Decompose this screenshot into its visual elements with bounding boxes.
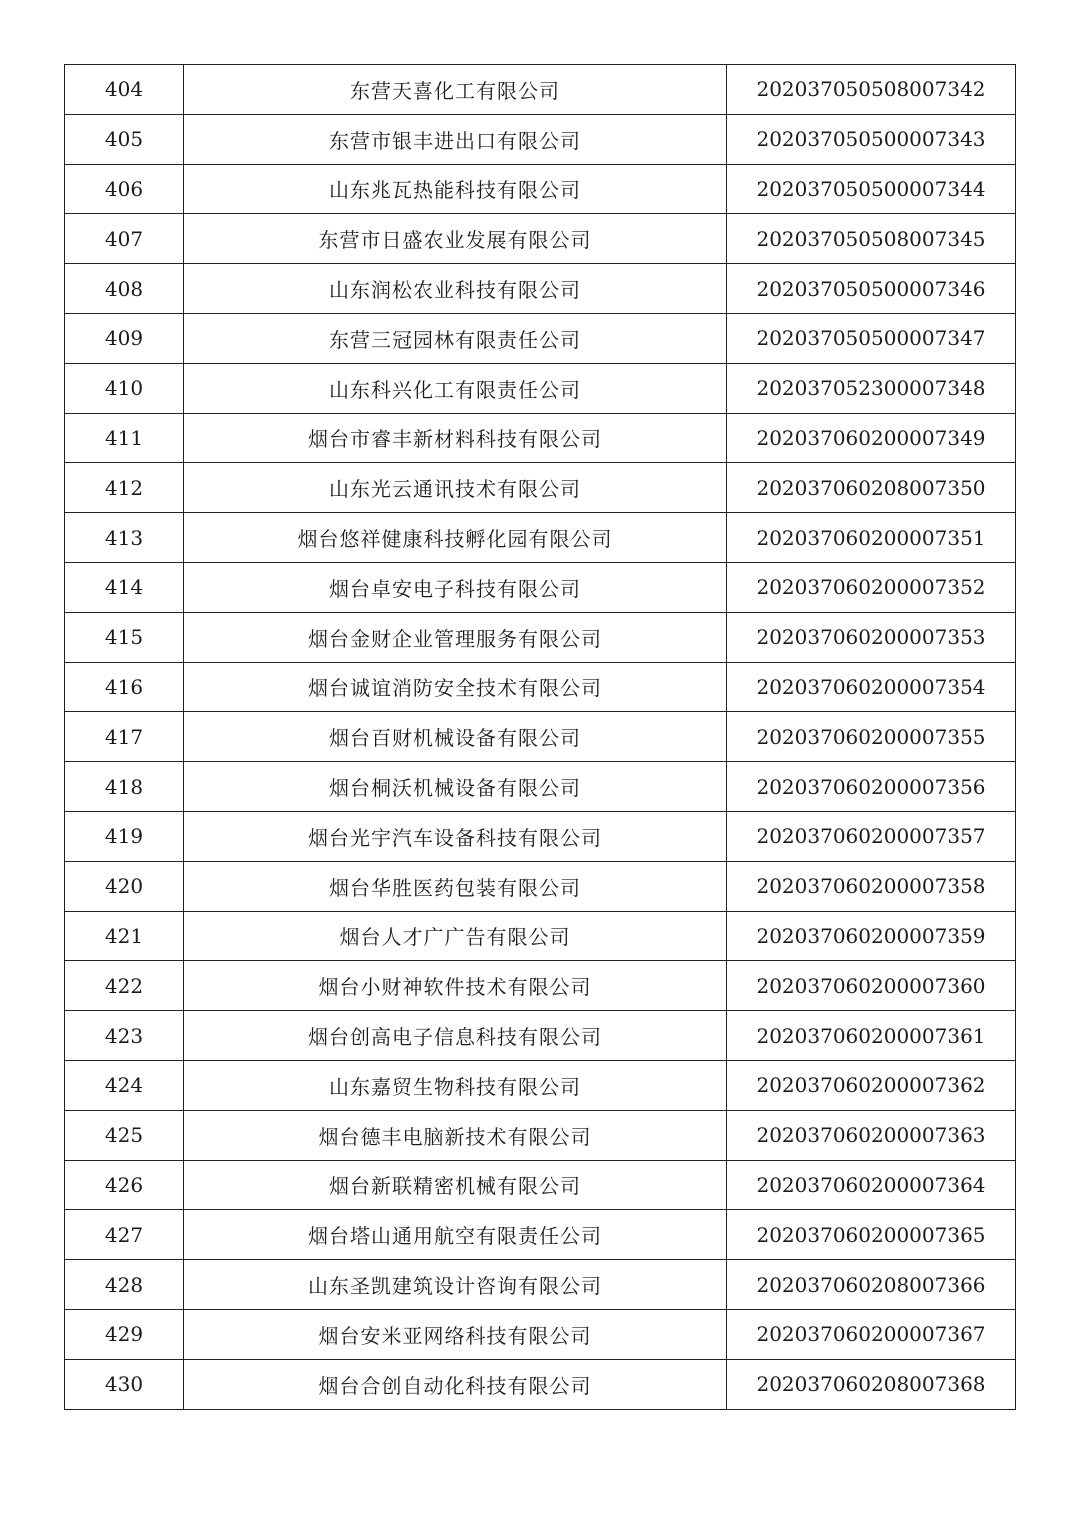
row-number-cell: 404 (65, 65, 184, 115)
table-body (65, 65, 1016, 1410)
row-number-cell: 423 (65, 1011, 184, 1061)
row-number-cell: 427 (65, 1210, 184, 1260)
company-name-cell: 烟台创高电子信息科技有限公司 (184, 1011, 727, 1061)
registration-code-cell: 202037060200007352 (727, 562, 1016, 612)
row-number-cell: 424 (65, 1060, 184, 1110)
registration-code-cell: 202037060200007356 (727, 762, 1016, 812)
registration-code-cell: 202037060200007357 (727, 811, 1016, 861)
table-row (65, 1359, 1016, 1409)
table-row (65, 214, 1016, 264)
company-name-cell: 山东兆瓦热能科技有限公司 (184, 164, 727, 214)
table-row (65, 413, 1016, 463)
company-name-cell: 烟台塔山通用航空有限责任公司 (184, 1210, 727, 1260)
company-name-cell: 烟台卓安电子科技有限公司 (184, 562, 727, 612)
company-list-table (64, 64, 1016, 1410)
registration-code-cell: 202037060200007365 (727, 1210, 1016, 1260)
row-number-cell: 430 (65, 1359, 184, 1409)
row-number-cell: 417 (65, 712, 184, 762)
registration-code-cell: 202037060200007364 (727, 1160, 1016, 1210)
registration-code-cell: 202037050500007346 (727, 264, 1016, 314)
table-row (65, 762, 1016, 812)
company-name-cell: 山东润松农业科技有限公司 (184, 264, 727, 314)
company-name-cell: 烟台金财企业管理服务有限公司 (184, 612, 727, 662)
row-number-cell: 425 (65, 1110, 184, 1160)
registration-code-cell: 202037060200007353 (727, 612, 1016, 662)
table-row (65, 114, 1016, 164)
row-number-cell: 415 (65, 612, 184, 662)
company-name-cell: 烟台德丰电脑新技术有限公司 (184, 1110, 727, 1160)
company-name-cell: 山东光云通讯技术有限公司 (184, 463, 727, 513)
registration-code-cell: 202037060200007351 (727, 513, 1016, 563)
registration-code-cell: 202037060200007367 (727, 1309, 1016, 1359)
row-number-cell: 421 (65, 911, 184, 961)
table-row (65, 313, 1016, 363)
row-number-cell: 422 (65, 961, 184, 1011)
table-row (65, 513, 1016, 563)
row-number-cell: 418 (65, 762, 184, 812)
registration-code-cell: 202037060200007362 (727, 1060, 1016, 1110)
table-row (65, 811, 1016, 861)
registration-code-cell: 202037060200007355 (727, 712, 1016, 762)
registration-code-cell: 202037050508007345 (727, 214, 1016, 264)
registration-code-cell: 202037060200007361 (727, 1011, 1016, 1061)
row-number-cell: 428 (65, 1260, 184, 1310)
row-number-cell: 413 (65, 513, 184, 563)
company-name-cell: 烟台光宇汽车设备科技有限公司 (184, 811, 727, 861)
registration-code-cell: 202037050508007342 (727, 65, 1016, 115)
company-name-cell: 烟台桐沃机械设备有限公司 (184, 762, 727, 812)
company-name-cell: 烟台人才广广告有限公司 (184, 911, 727, 961)
registration-code-cell: 202037060200007349 (727, 413, 1016, 463)
registration-code-cell: 202037052300007348 (727, 363, 1016, 413)
company-name-cell: 山东科兴化工有限责任公司 (184, 363, 727, 413)
row-number-cell: 409 (65, 313, 184, 363)
company-name-cell: 东营三冠园林有限责任公司 (184, 313, 727, 363)
table-row (65, 1309, 1016, 1359)
row-number-cell: 406 (65, 164, 184, 214)
company-name-cell: 烟台悠祥健康科技孵化园有限公司 (184, 513, 727, 563)
company-name-cell: 烟台市睿丰新材料科技有限公司 (184, 413, 727, 463)
row-number-cell: 420 (65, 861, 184, 911)
table-row (65, 1060, 1016, 1110)
row-number-cell: 429 (65, 1309, 184, 1359)
table-row (65, 1260, 1016, 1310)
company-name-cell: 烟台安米亚网络科技有限公司 (184, 1309, 727, 1359)
table-row (65, 164, 1016, 214)
row-number-cell: 414 (65, 562, 184, 612)
row-number-cell: 405 (65, 114, 184, 164)
registration-code-cell: 202037060200007354 (727, 662, 1016, 712)
registration-code-cell: 202037060200007359 (727, 911, 1016, 961)
company-name-cell: 烟台百财机械设备有限公司 (184, 712, 727, 762)
company-name-cell: 东营市日盛农业发展有限公司 (184, 214, 727, 264)
company-name-cell: 烟台合创自动化科技有限公司 (184, 1359, 727, 1409)
row-number-cell: 416 (65, 662, 184, 712)
registration-code-cell: 202037050500007344 (727, 164, 1016, 214)
company-name-cell: 烟台诚谊消防安全技术有限公司 (184, 662, 727, 712)
table-row (65, 1011, 1016, 1061)
table-row (65, 712, 1016, 762)
registration-code-cell: 202037060208007366 (727, 1260, 1016, 1310)
company-name-cell: 烟台小财神软件技术有限公司 (184, 961, 727, 1011)
table-row (65, 861, 1016, 911)
company-name-cell: 山东嘉贸生物科技有限公司 (184, 1060, 727, 1110)
row-number-cell: 411 (65, 413, 184, 463)
registration-code-cell: 202037060208007368 (727, 1359, 1016, 1409)
table-row (65, 612, 1016, 662)
row-number-cell: 419 (65, 811, 184, 861)
registration-code-cell: 202037060200007358 (727, 861, 1016, 911)
table-row (65, 961, 1016, 1011)
registration-code-cell: 202037060200007363 (727, 1110, 1016, 1160)
company-name-cell: 东营天喜化工有限公司 (184, 65, 727, 115)
row-number-cell: 408 (65, 264, 184, 314)
registration-code-cell: 202037050500007347 (727, 313, 1016, 363)
company-name-cell: 烟台新联精密机械有限公司 (184, 1160, 727, 1210)
registration-code-cell: 202037060208007350 (727, 463, 1016, 513)
table-row (65, 363, 1016, 413)
table-row (65, 1110, 1016, 1160)
company-name-cell: 东营市银丰进出口有限公司 (184, 114, 727, 164)
row-number-cell: 412 (65, 463, 184, 513)
table-row (65, 463, 1016, 513)
table-row (65, 65, 1016, 115)
registration-code-cell: 202037050500007343 (727, 114, 1016, 164)
document-page (64, 64, 1015, 1410)
table-row (65, 264, 1016, 314)
row-number-cell: 407 (65, 214, 184, 264)
table-row (65, 1160, 1016, 1210)
company-name-cell: 山东圣凯建筑设计咨询有限公司 (184, 1260, 727, 1310)
table-row (65, 662, 1016, 712)
table-row (65, 562, 1016, 612)
row-number-cell: 426 (65, 1160, 184, 1210)
registration-code-cell: 202037060200007360 (727, 961, 1016, 1011)
table-row (65, 1210, 1016, 1260)
row-number-cell: 410 (65, 363, 184, 413)
table-row (65, 911, 1016, 961)
company-name-cell: 烟台华胜医药包装有限公司 (184, 861, 727, 911)
